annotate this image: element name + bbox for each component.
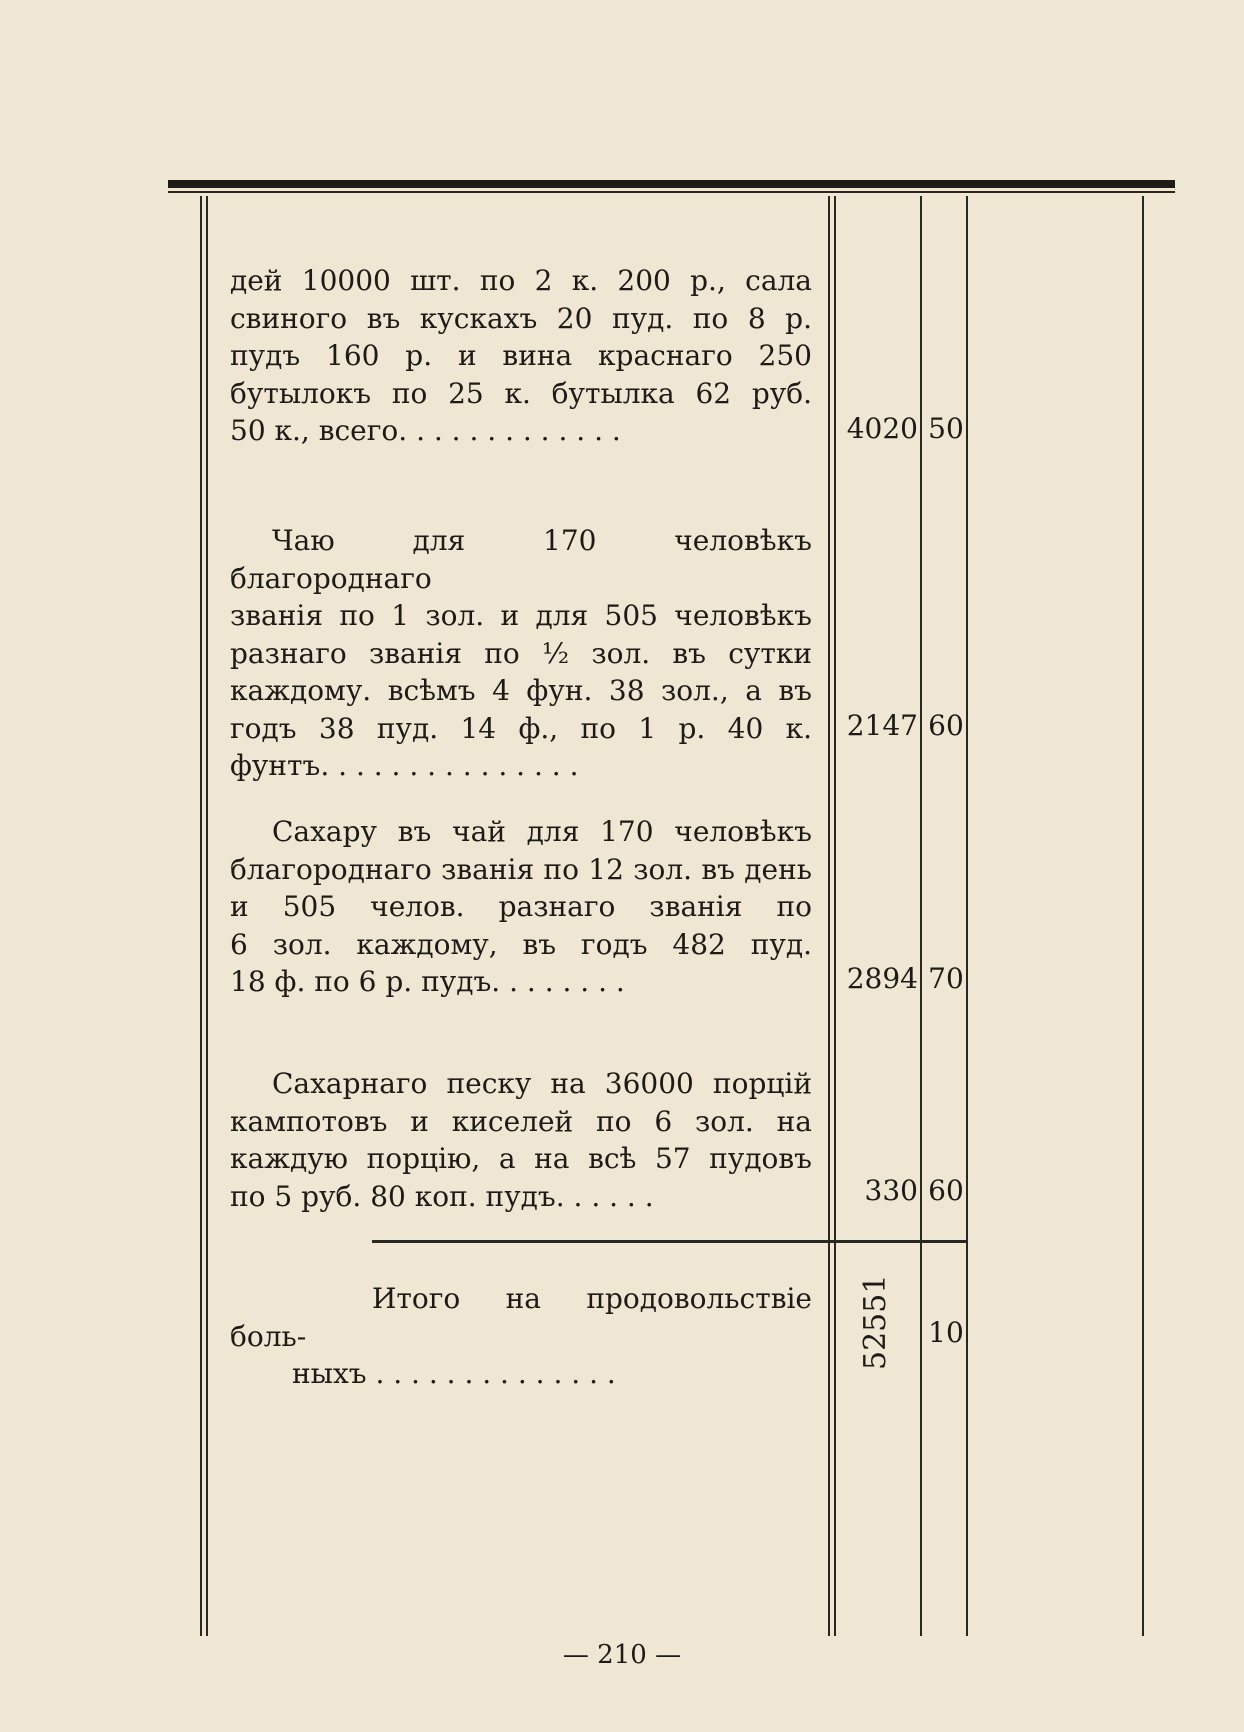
entry-line: и 505 челов. разнаго званія по [230, 890, 812, 923]
entry-2-text [230, 522, 812, 785]
entry-line: свиного въ кускахъ 20 пуд. по 8 р. [230, 301, 812, 335]
entry-line: дей 10000 шт. по 2 к. 200 р., сала [230, 264, 812, 297]
entry-line: званія по 1 зол. и для 505 человѣкъ [230, 599, 812, 632]
right-border [1142, 196, 1144, 1636]
left-border [200, 196, 202, 1636]
entry-4-text [230, 1065, 812, 1215]
entry-line: Чаю для 170 человѣкъ благороднаго [230, 524, 812, 595]
left-border-inner [206, 196, 208, 1636]
entry-line: 18 ф. по 6 р. пудъ. . . . . . . . [230, 965, 625, 998]
entry-3-kopecks: 70 [928, 962, 964, 995]
entry-line: Сахарнаго песку на 36000 порцій [272, 1067, 812, 1100]
entry-line: 50 к., всего. . . . . . . . . . . . . [230, 414, 621, 447]
entry-line: благороднаго званія по 12 зол. въ день [230, 852, 812, 886]
entry-line: каждому. всѣмъ 4 фун. 38 зол., а въ [230, 674, 812, 707]
entry-1-text [230, 262, 812, 450]
entry-line: разнаго званія по ½ зол. въ сутки [230, 636, 812, 670]
entry-4-kopecks: 60 [928, 1174, 964, 1207]
total-text [230, 1280, 812, 1393]
entry-3-rubles: 2894 [846, 962, 918, 995]
top-rule-thin [168, 191, 1175, 193]
entry-line: 6 зол. каждому, въ годъ 482 пуд. [230, 927, 812, 961]
entry-3-text [230, 813, 812, 1001]
entry-1-rubles: 4020 [846, 412, 918, 445]
entry-line: годъ 38 пуд. 14 ф., по 1 р. 40 к. [230, 711, 812, 745]
total-line: ныхъ . . . . . . . . . . . . . . [292, 1357, 616, 1390]
page-number: — 210 — [562, 1640, 682, 1670]
top-rule [168, 180, 1175, 188]
entry-line: бутылокъ по 25 к. бутылка 62 руб. [230, 376, 812, 410]
entry-1-kopecks: 50 [928, 412, 964, 445]
total-rule [372, 1240, 966, 1243]
total-rubles: 52551 [858, 1274, 893, 1370]
entry-4-rubles: 330 [864, 1174, 918, 1207]
entry-line: по 5 руб. 80 коп. пудъ. . . . . . [230, 1179, 654, 1213]
total-line: Итого на продовольствіе боль- [230, 1282, 812, 1353]
entry-line: пудъ 160 р. и вина краснаго 250 [230, 339, 812, 372]
entry-line: каждую порцію, а на всѣ 57 пудовъ [230, 1142, 812, 1175]
total-kopecks: 10 [928, 1316, 964, 1349]
entry-2-rubles: 2147 [846, 709, 918, 742]
rubles-column-left [828, 196, 830, 1636]
entry-2-kopecks: 60 [928, 709, 964, 742]
entry-line: фунтъ. . . . . . . . . . . . . . . [230, 749, 579, 782]
kopecks-column-right [966, 196, 968, 1636]
kopecks-column-left [920, 196, 922, 1636]
entry-line: Сахару въ чай для 170 человѣкъ [272, 815, 812, 848]
entry-line: кампотовъ и киселей по 6 зол. на [230, 1104, 812, 1138]
